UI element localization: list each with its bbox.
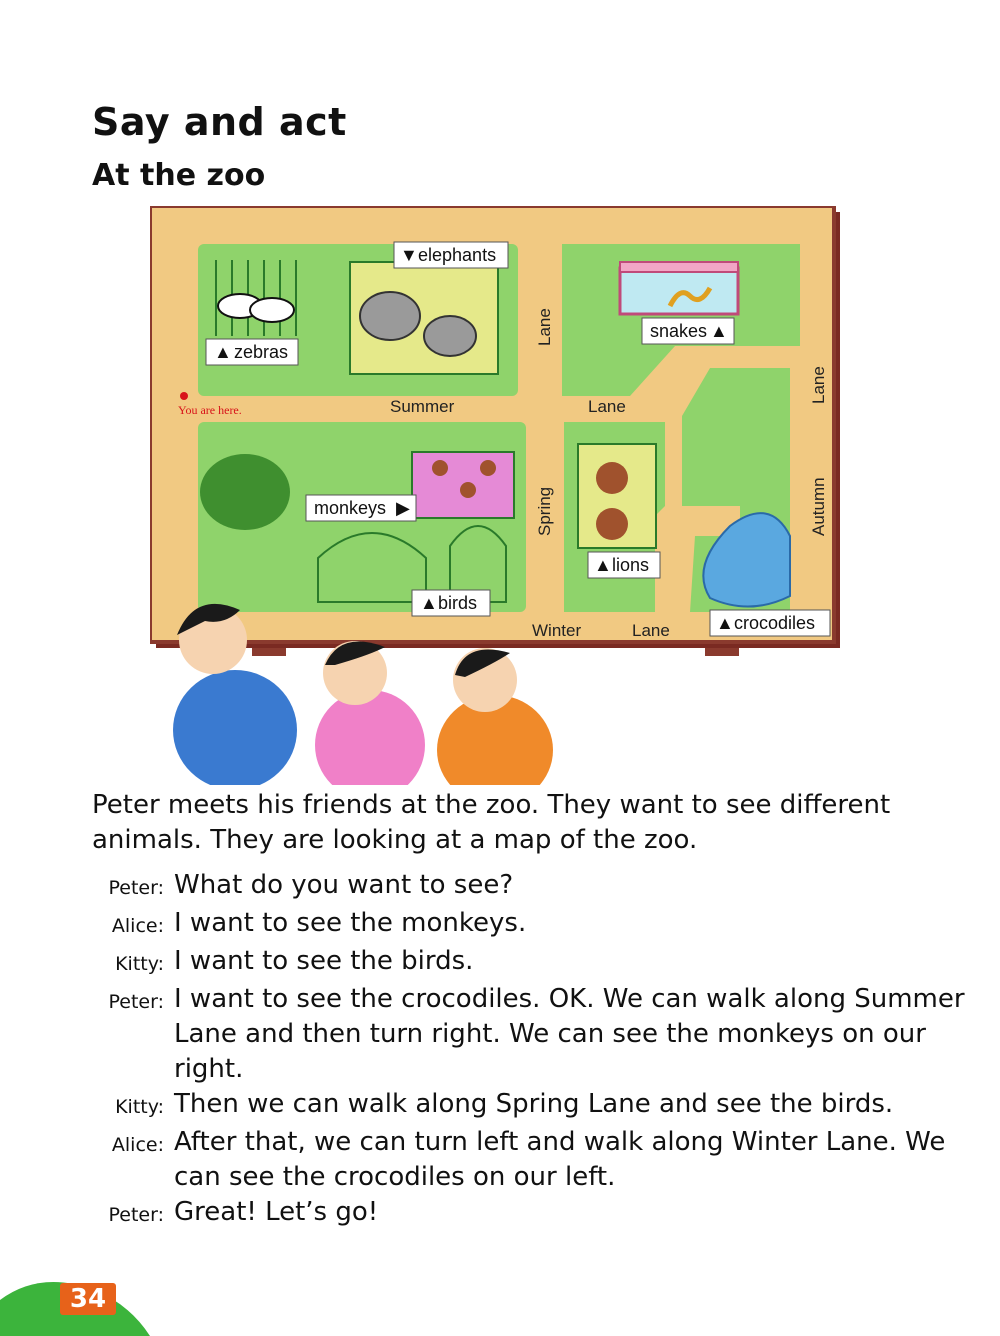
dialogue-line — [92, 1125, 972, 1195]
speaker-name: Kitty: — [115, 953, 164, 975]
label-arrow: ▲ — [710, 321, 728, 341]
label-arrow: ▲ — [420, 593, 438, 613]
speech-text: What do you want to see? — [174, 870, 514, 900]
dialogue — [92, 868, 972, 1233]
road-spring: Spring — [535, 486, 554, 536]
label-arrow: ▼ — [400, 245, 418, 265]
speaker-name: Alice: — [111, 915, 164, 937]
dialogue-line — [92, 1087, 972, 1125]
label-crocodiles — [710, 610, 830, 636]
speech-text: I want to see the birds. — [174, 946, 474, 976]
label-arrow: ▲ — [594, 555, 612, 575]
dialogue-line — [92, 868, 972, 906]
road-autumn: Autumn — [809, 477, 828, 536]
road-winter: Winter — [532, 621, 582, 640]
you-are-here-label: You are here. — [178, 403, 242, 417]
page-subheading: At the zoo — [92, 158, 266, 193]
label-text: elephants — [418, 245, 497, 265]
speech-text: I want to see the crocodiles. OK. We can walk along Summer Lane and then turn right. We can see the monkeys on our right. — [174, 984, 965, 1084]
label-arrow: ▶ — [396, 498, 410, 518]
road-lane-top: Lane — [535, 308, 554, 346]
page-heading: Say and act — [92, 100, 347, 144]
label-text: monkeys — [314, 498, 387, 518]
page-number: 34 — [60, 1283, 116, 1315]
dialogue-line — [92, 982, 972, 1087]
speaker-name: Kitty: — [115, 1096, 164, 1118]
label-lions — [588, 552, 660, 578]
dialogue-line — [92, 1195, 972, 1233]
label-text: zebras — [234, 342, 289, 362]
speaker-name: Alice: — [111, 1134, 164, 1156]
boy-peter — [173, 604, 297, 785]
speaker-name: Peter: — [108, 1204, 164, 1226]
you-are-here-marker — [180, 392, 188, 400]
label-snakes — [642, 318, 734, 344]
girl-alice — [315, 641, 425, 785]
label-monkeys — [306, 495, 416, 521]
speaker-name: Peter: — [108, 991, 164, 1013]
intro-paragraph: Peter meets his friends at the zoo. They want to see different animals. They are looking at a map of the zoo. — [92, 790, 891, 855]
speech-text: Then we can walk along Spring Lane and see the birds. — [174, 1089, 894, 1119]
road-winter-lane: Lane — [632, 621, 670, 640]
road-summer-lane: Lane — [588, 397, 626, 416]
label-elephants — [394, 242, 508, 268]
speech-text: After that, we can turn left and walk along Winter Lane. We can see the crocodiles on our left. — [174, 1127, 946, 1192]
label-arrow: ▲ — [214, 342, 232, 362]
girl-kitty — [437, 648, 553, 785]
label-text: snakes — [650, 321, 708, 341]
snake-tank — [620, 262, 738, 314]
children-illustration — [165, 585, 585, 785]
label-zebras — [206, 339, 298, 365]
label-text: lions — [612, 555, 650, 575]
label-text: birds — [438, 593, 478, 613]
label-text: crocodiles — [734, 613, 816, 633]
speaker-name: Peter: — [108, 877, 164, 899]
road-summer: Summer — [390, 397, 455, 416]
label-arrow: ▲ — [716, 613, 734, 633]
hedge-bush — [200, 454, 290, 530]
dialogue-line — [92, 944, 972, 982]
road-autumn-lane: Lane — [809, 366, 828, 404]
speech-text: Great! Let’s go! — [174, 1197, 379, 1227]
dialogue-line — [92, 906, 972, 944]
speech-text: I want to see the monkeys. — [174, 908, 527, 938]
